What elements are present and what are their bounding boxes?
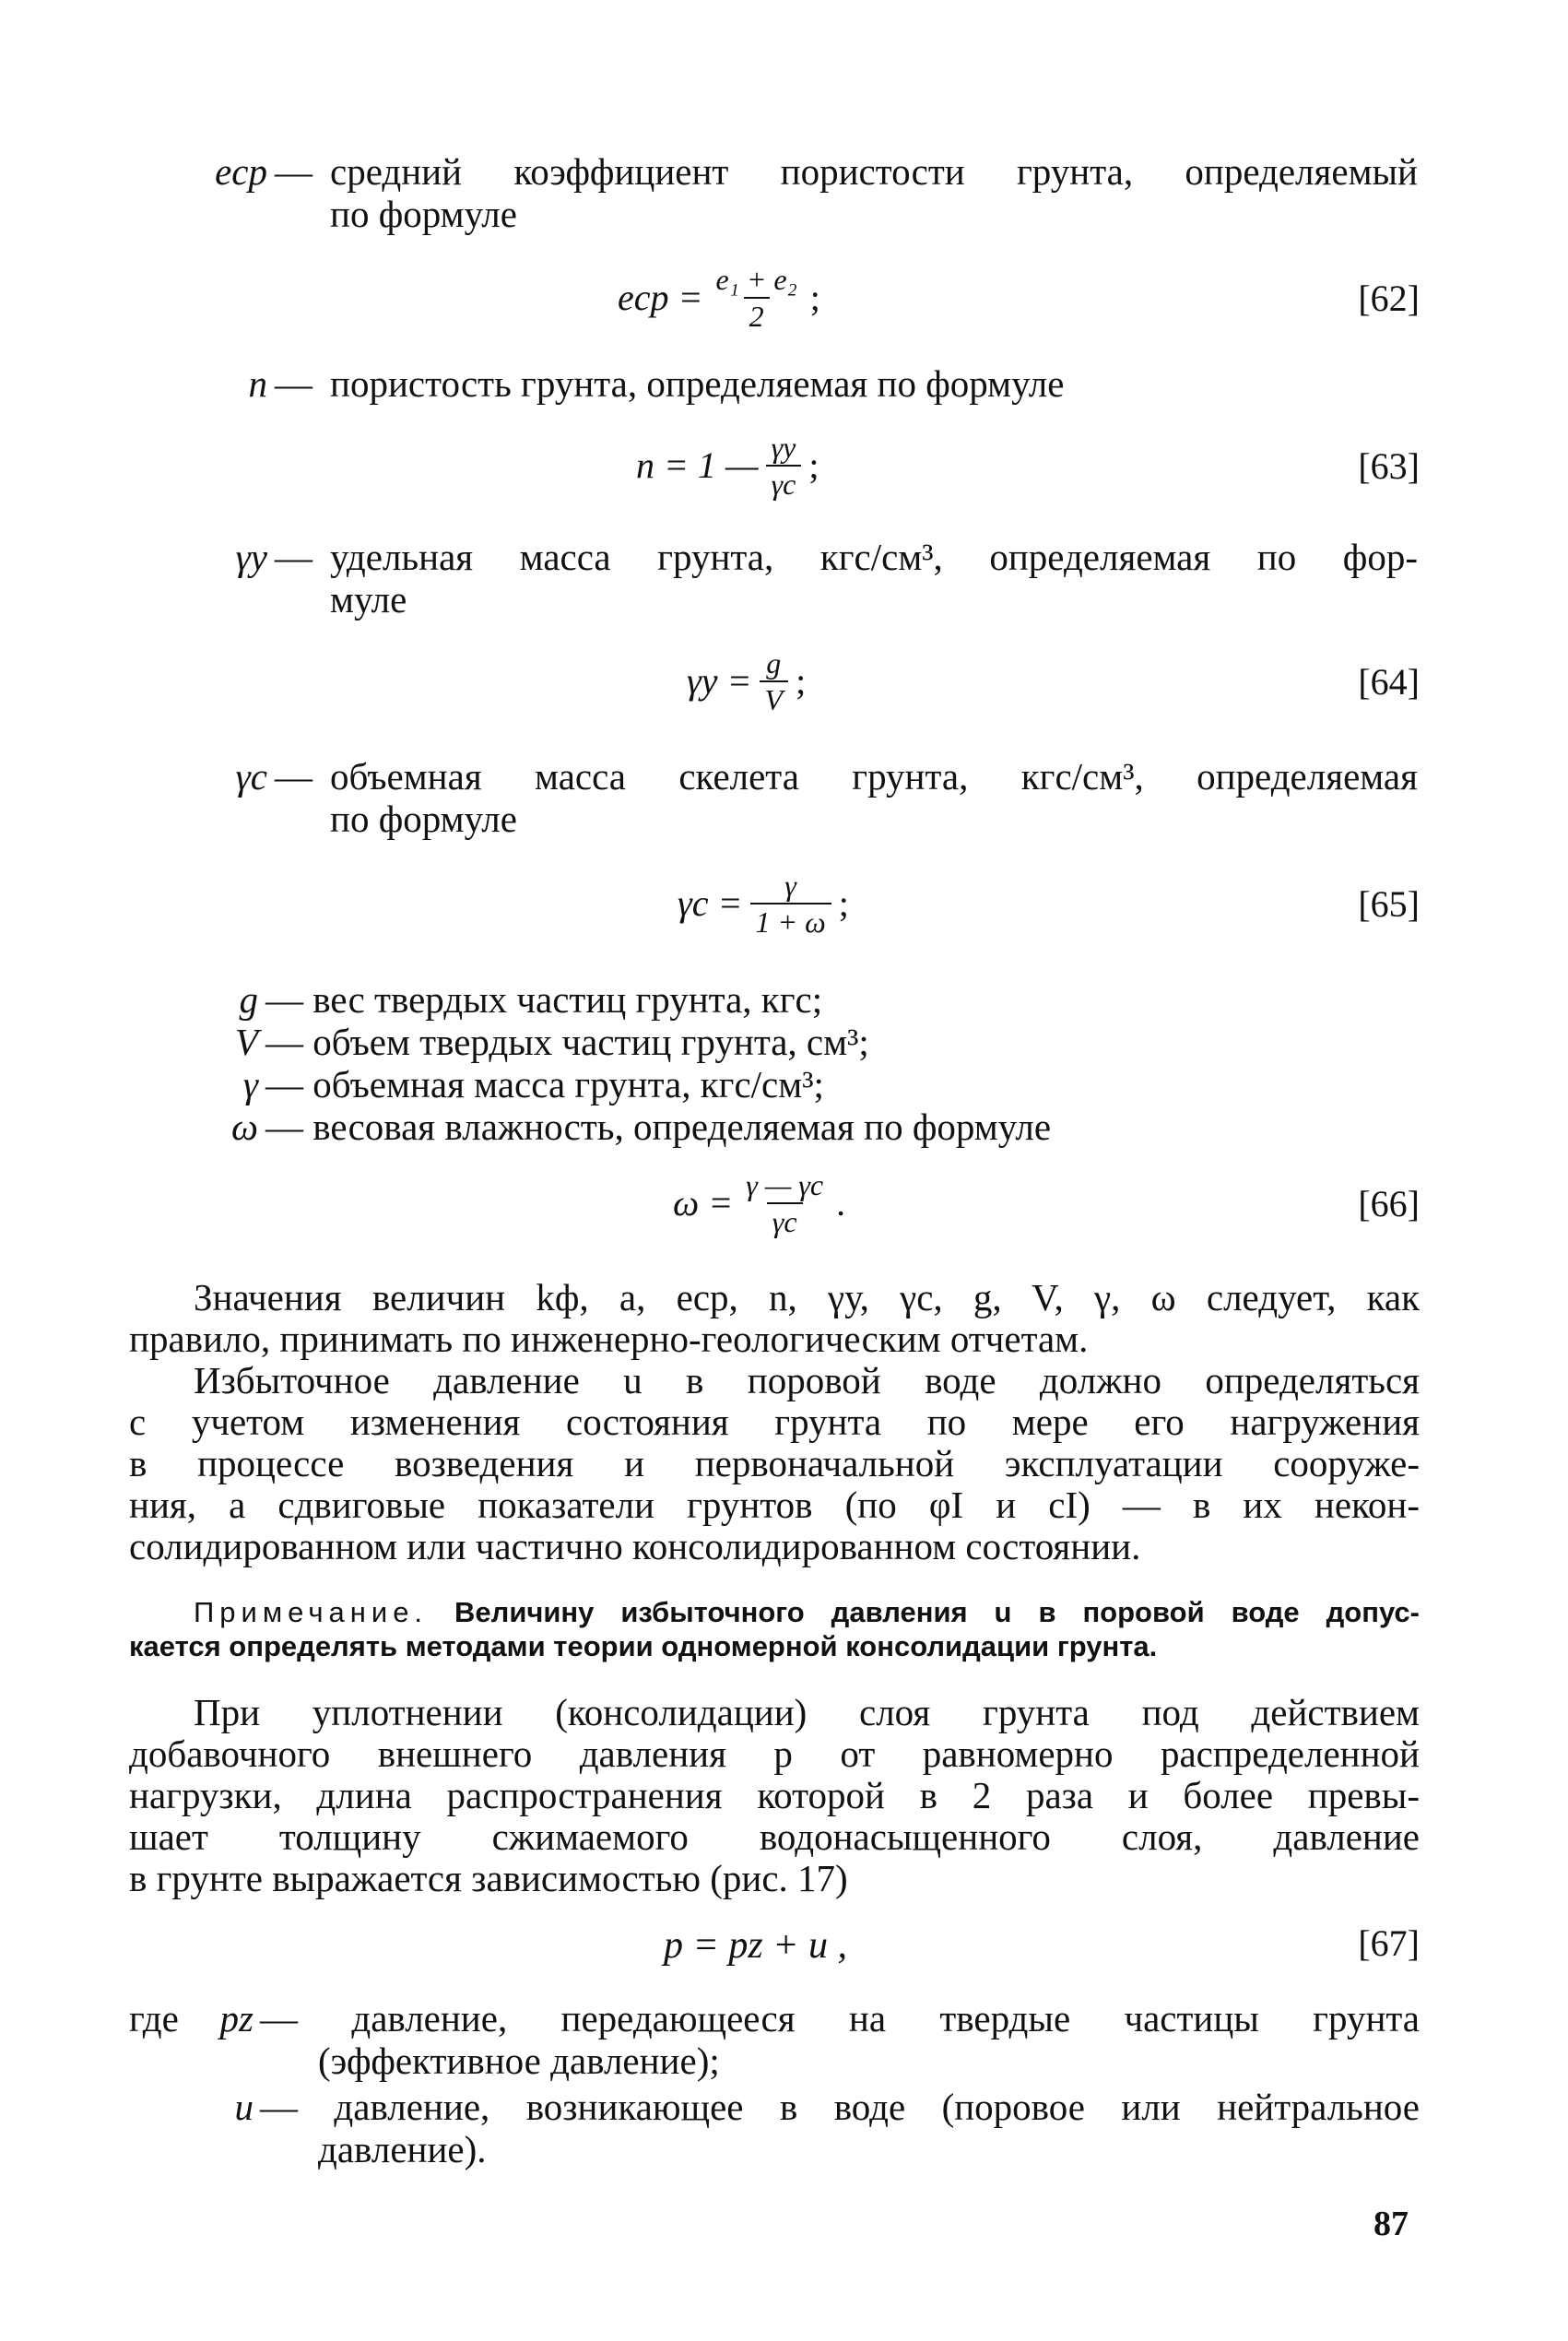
symbol-n: n	[248, 362, 267, 405]
definition-u-line1: — давление, возникающее в воде (поровое или нейтральное	[260, 2086, 1420, 2128]
equation-lhs: γс =	[678, 882, 743, 924]
paragraph-consolidation	[129, 1692, 1420, 1899]
equation-66	[673, 1162, 845, 1245]
paragraph-line: с учетом изменения состояния грунта по мере его нагружения	[129, 1401, 1420, 1443]
denominator: γс	[767, 1202, 803, 1239]
symbol-g: g	[239, 978, 258, 1021]
equation-lhs: γу =	[687, 660, 752, 702]
note-label: Примечание.	[194, 1596, 429, 1628]
paragraph-line: добавочного внешнего давления p от равномерно распределенной	[129, 1732, 1420, 1775]
symbol-ecp: eср	[215, 150, 267, 193]
definition-gamma-y-line2: муле	[330, 578, 407, 621]
paragraph-line: в грунте выражается зависимостью (рис. 17)	[129, 1857, 848, 1899]
where-word: где	[129, 1997, 179, 2040]
definition-gamma-c-line1: объемная масса скелета грунта, кгс/см³, определяемая	[330, 755, 1418, 798]
symbol-v: V	[234, 1021, 258, 1063]
note-line	[129, 1595, 1420, 1629]
paragraph-line: ния, а сдвиговые показатели грунтов (по φI и cI) — в их некон-	[129, 1484, 1420, 1526]
dash: —	[275, 362, 312, 405]
paragraph-line: При уплотнении (консолидации) слоя грунта под действием	[194, 1691, 1420, 1733]
equation-number-63: [63]	[1358, 445, 1420, 487]
paragraph-line: Значения величин kф, a, eср, n, γу, γс, g, V, γ, ω следует, как	[194, 1276, 1420, 1318]
fraction	[711, 262, 803, 334]
dash: —	[275, 150, 312, 193]
dash: —	[275, 536, 312, 578]
fraction	[740, 1167, 829, 1239]
equation-tail: ;	[796, 660, 807, 702]
numerator: γ — γс	[746, 1168, 824, 1201]
numerator: e₁ + e₂	[715, 263, 797, 296]
equation-number-66: [66]	[1358, 1183, 1420, 1224]
symbol-gamma-y: γу	[235, 536, 267, 578]
paragraph-line: Избыточное давление u в поровой воде должно определяться	[194, 1359, 1420, 1401]
paragraph-line: нагрузки, длина распространения которой в 2 раза и более превы-	[129, 1774, 1420, 1816]
definition-v: — объем твердых частиц грунта, см³;	[265, 1021, 869, 1063]
equation-lhs: ω =	[673, 1182, 734, 1224]
equation-lhs: eср =	[618, 277, 703, 318]
equation-tail: ;	[808, 444, 819, 486]
paragraph-line: правило, принимать по инженерно-геологическим отчетам.	[129, 1318, 1089, 1360]
symbol-u: u	[234, 2086, 253, 2128]
equation-number-65: [65]	[1358, 883, 1420, 925]
note-line: кается определять методами теории одномерной консолидации грунта.	[129, 1630, 1158, 1662]
page-number: 87	[1373, 2205, 1409, 2243]
denominator: V	[760, 680, 789, 717]
fraction	[750, 868, 831, 940]
equation-63	[636, 424, 819, 507]
equation-tail: .	[836, 1182, 846, 1224]
symbol-pz: pz	[219, 1997, 253, 2040]
paragraph-line: шает толщину сжимаемого водонасыщенного слоя, давление	[129, 1815, 1420, 1858]
equation-64	[687, 640, 806, 723]
symbol-gamma-c: γс	[235, 755, 267, 798]
definition-gamma-y-line1: удельная масса грунта, кгс/см³, определяемая по фор-	[330, 536, 1418, 578]
equation-62	[618, 256, 820, 339]
definition-gamma-c-line2: по формуле	[330, 798, 517, 840]
denominator: 1 + ω	[750, 903, 831, 940]
definition-ecp-line1: средний коэффициент пористости грунта, определяемый	[330, 150, 1418, 193]
definition-n-line1: пористость грунта, определяемая по формуле	[330, 362, 1065, 405]
fraction	[760, 645, 789, 717]
equation-tail: ;	[838, 882, 849, 924]
dash: —	[275, 755, 312, 798]
equation-67: p = pz + u ,	[664, 1924, 848, 1967]
denominator: 2	[744, 297, 770, 334]
definition-omega: — весовая влажность, определяемая по формуле	[265, 1105, 1052, 1148]
equation-tail: ;	[809, 277, 820, 318]
definition-gamma: — объемная масса грунта, кгс/см³;	[265, 1063, 824, 1105]
equation-number-67: [67]	[1358, 1922, 1420, 1964]
equation-number-62: [62]	[1358, 278, 1420, 319]
paragraph-line: в процессе возведения и первоначальной эксплуатации сооруже-	[129, 1442, 1420, 1484]
numerator: g	[766, 646, 782, 680]
numerator: γ	[784, 869, 796, 902]
paragraph-line: солидированном или частично консолидированном состоянии.	[129, 1525, 1141, 1567]
symbol-gamma: γ	[242, 1063, 258, 1105]
definition-pz-line2: (эффективное давление);	[318, 2040, 720, 2082]
symbol-omega: ω	[231, 1105, 258, 1148]
denominator: γс	[766, 465, 802, 502]
fraction	[766, 430, 802, 502]
equation-number-64: [64]	[1358, 661, 1420, 703]
definition-pz-line1: — давление, передающееся на твердые частицы грунта	[260, 1997, 1420, 2040]
note-text: Величину избыточного давления u в поровой воде допус-	[454, 1596, 1420, 1628]
paragraph-values-source	[129, 1276, 1420, 1360]
paragraph-excess-pressure	[129, 1360, 1420, 1567]
definition-ecp-line2: по формуле	[330, 193, 517, 235]
equation-65	[678, 862, 849, 945]
definition-u-line2: давление).	[318, 2128, 487, 2170]
numerator: γу	[771, 431, 796, 464]
note	[129, 1595, 1420, 1663]
definition-g: — вес твердых частиц грунта, кгс;	[265, 978, 823, 1021]
equation-lhs: n = 1 —	[636, 444, 759, 486]
